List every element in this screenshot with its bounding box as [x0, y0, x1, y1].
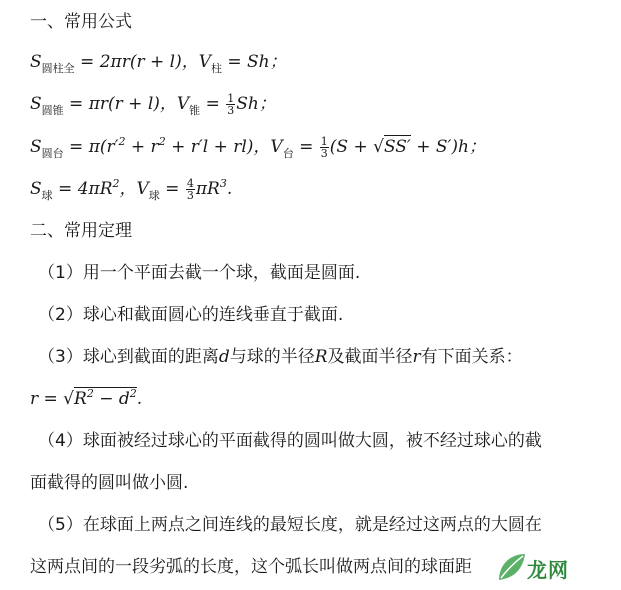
formula-sphere-V-eq: =: [159, 179, 185, 199]
theorem-1: （1）用一个平面去截一个球，截面是圆面.: [38, 263, 361, 283]
radius-relation-R: R: [74, 389, 87, 409]
formula-sphere-V-sup: 3: [219, 177, 227, 190]
watermark-text: 龙网: [527, 558, 569, 582]
theorem-3-var-R: R: [314, 347, 328, 367]
radius-relation-radicand: [74, 387, 137, 409]
radius-relation-end: .: [136, 389, 143, 409]
formula-cone-V-rhs: Sh；: [236, 94, 276, 114]
formula-sphere-fraction: [186, 178, 195, 201]
theorem-3: [38, 346, 523, 368]
theorems-heading-text: 二、常用定理: [30, 221, 132, 241]
formula-cylinder-V-rhs: = Sh；: [221, 52, 287, 72]
formula-frustum-frac-num: 1: [320, 135, 328, 148]
formula-frustum-V: V: [270, 137, 283, 157]
formula-frustum-fraction: [320, 136, 329, 159]
formulas-heading: [30, 11, 132, 33]
theorems-heading: [30, 220, 132, 242]
formula-frustum: [30, 136, 486, 160]
radius-relation-mid: − d: [93, 389, 130, 409]
theorem-3-var-r: r: [412, 347, 421, 367]
formula-frustum-sqrt-radicand: SS′: [383, 137, 411, 157]
formula-sphere-S-sub: 球: [41, 189, 53, 202]
watermark-logo: [493, 550, 613, 584]
formula-cone: [30, 93, 276, 117]
formula-sphere-frac-den: 3: [186, 189, 194, 202]
formula-frustum-S-sup-a: 2: [118, 135, 126, 148]
formula-frustum-V-rhs-b: + S′)h；: [410, 137, 486, 157]
formula-cone-V: V: [176, 94, 190, 114]
formula-sphere: [30, 178, 232, 202]
theorem-3-var-d: d: [218, 347, 230, 367]
theorem-5-line-1: （5）在球面上两点之间连线的最短长度，就是经过这两点的大圆在: [38, 515, 542, 535]
theorem-3-part-a: （3）球心到截面的距离: [38, 347, 219, 367]
theorem-3-part-c: 及截面半径: [327, 347, 413, 367]
formula-cone-V-sub: 锥: [189, 104, 201, 117]
formula-sphere-V-rhs-a: πR: [195, 179, 220, 199]
watermark-leaf-icon: [493, 550, 529, 584]
formula-sphere-V-rhs-b: .: [226, 179, 233, 199]
formula-cone-S-sub: 圆锥: [41, 104, 64, 117]
formula-frustum-S-sup-b: 2: [158, 135, 166, 148]
radius-relation: [30, 388, 142, 412]
theorem-2: （2）球心和截面圆心的连线垂直于截面.: [38, 305, 344, 325]
formula-sphere-S-rhs-b: ，: [119, 179, 137, 199]
formula-cylinder-S-rhs: = 2πr(r + l)，: [74, 52, 199, 72]
formula-cylinder-S: S: [30, 52, 42, 72]
formula-cone-frac-den: 3: [227, 104, 235, 117]
formula-cylinder: [30, 51, 287, 75]
formula-frustum-S-sub: 圆台: [41, 147, 64, 160]
formula-cylinder-V-sub: 柱: [210, 62, 222, 75]
formula-sphere-S-sup: 2: [112, 177, 120, 190]
formula-frustum-frac-den: 3: [320, 147, 328, 160]
formula-frustum-S-rhs-a: = π(r′: [63, 137, 119, 157]
formula-sphere-S-rhs-a: = 4πR: [52, 179, 113, 199]
theorem-3-part-d: 有下面关系：: [420, 347, 523, 367]
formula-frustum-S-rhs-c: + r′l + rl)，: [165, 137, 271, 157]
radius-relation-sup-2: 2: [129, 387, 137, 400]
radius-relation-lhs: r = √: [30, 389, 75, 409]
theorem-3-part-b: 与球的半径: [229, 347, 315, 367]
formula-cone-S: S: [30, 94, 42, 114]
radius-relation-sup-1: 2: [86, 387, 94, 400]
formulas-heading-text: 一、常用公式: [30, 12, 132, 32]
formula-cone-S-rhs: = πr(r + l)，: [63, 94, 177, 114]
formula-frustum-V-eq: =: [293, 137, 319, 157]
formula-frustum-V-sub: 台: [282, 147, 294, 160]
formula-sphere-S: S: [30, 179, 42, 199]
formula-sphere-frac-num: 4: [186, 177, 194, 190]
formula-sphere-V: V: [136, 179, 149, 199]
formula-cylinder-S-sub: 圆柱全: [41, 62, 75, 75]
formula-frustum-S-rhs-b: + r: [125, 137, 159, 157]
formula-frustum-S: S: [30, 137, 42, 157]
formula-cone-fraction: [226, 93, 235, 116]
formula-cylinder-V: V: [198, 52, 211, 72]
formula-cone-frac-num: 1: [227, 92, 235, 105]
theorem-5-line-2: 这两点间的一段劣弧的长度，这个弧长叫做两点间的球面距: [30, 557, 472, 577]
theorem-4-line-2: 面截得的圆叫做小圆.: [30, 473, 189, 493]
formula-frustum-V-rhs-a: (S + √: [329, 137, 384, 157]
theorem-4-line-1: （4）球面被经过球心的平面截得的圆叫做大圆，被不经过球心的截: [38, 431, 542, 451]
formula-cone-V-eq: =: [200, 94, 226, 114]
formula-sphere-V-sub: 球: [148, 189, 160, 202]
